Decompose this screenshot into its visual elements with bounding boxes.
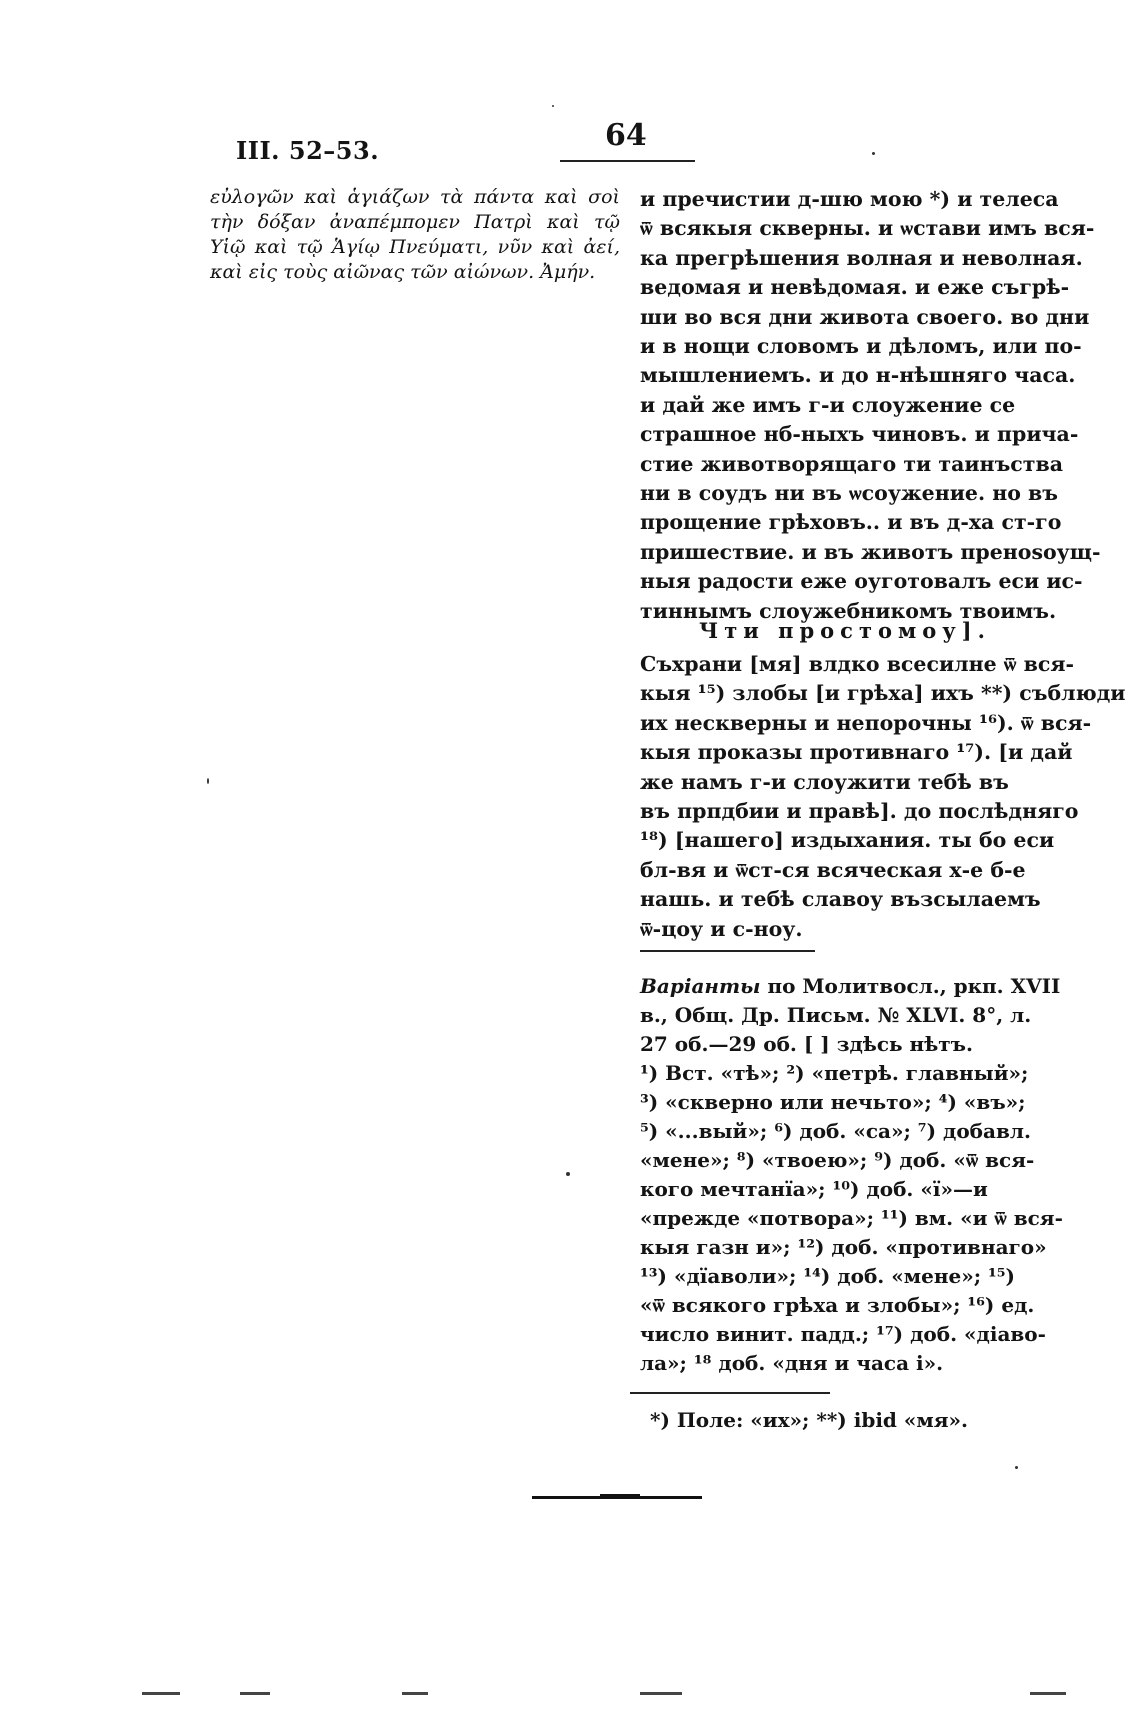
ink-speck xyxy=(207,778,209,784)
text-line: страшное нб-ныхъ чиновъ. и прича- xyxy=(640,422,1079,447)
text-line: пришествие. и въ животъ пренosoущ- xyxy=(640,539,1101,564)
text-line: их нескверны и непорочны ¹⁶). ѿ вся- xyxy=(640,710,1092,735)
text-line: «ѿ всякого грѣха и злобы»; ¹⁶) ед. xyxy=(640,1293,1035,1317)
footnote-separator xyxy=(630,1392,830,1394)
end-ornament-center xyxy=(600,1494,640,1499)
text-line: ла»; ¹⁸ доб. «дня и часа і». xyxy=(640,1351,944,1375)
text-line: кыя ¹⁵) злобы [и грѣха] ихъ **) съблюди xyxy=(640,681,1126,706)
variants-separator xyxy=(640,950,815,952)
text-line: ¹³) «дїаволи»; ¹⁴) доб. «мене»; ¹⁵) xyxy=(640,1264,1016,1288)
text-line: мышлениемъ. и до н-нѣшняго часа. xyxy=(640,363,1076,388)
ink-speck xyxy=(872,152,875,155)
text-line: кыя проказы противнаго ¹⁷). [и дай xyxy=(640,740,1073,765)
text-line: ѿ-цоу и с-ноу. xyxy=(640,916,803,941)
text-line: «мене»; ⁸) «твоею»; ⁹) доб. «ѿ вся- xyxy=(640,1148,1035,1172)
text-line: ка прегрѣшения волная и неволная. xyxy=(640,245,1083,270)
text-line: число винит. падд.; ¹⁷) доб. «діаво- xyxy=(640,1322,1046,1346)
text-line: ныя радости еже оуготовалъ еси ис- xyxy=(640,569,1083,594)
ink-speck xyxy=(552,105,554,107)
text-line: ведомая и невѣдомая. и еже съгрѣ- xyxy=(640,275,1070,300)
text-line: «прежде «потвора»; ¹¹) вм. «и ѿ вся- xyxy=(640,1206,1063,1230)
greek-text-column: εὐλογῶν καὶ ἁγιάζων τὰ πάντα καὶ σοὶ τὴν δόξαν ἀναπέμπομεν Πατρὶ καὶ τῷ Υἱῷ καὶ τῷ Ἁγίῳ Πνεύματι, νῦν καὶ ἀεί, καὶ εἰς τοὺς αἰῶνας τῶν αἰώνων. Ἀμήν. xyxy=(210,186,620,283)
text-line: ¹) Вст. «тѣ»; ²) «петрѣ. главный»; xyxy=(640,1061,1029,1085)
page-number: 64 xyxy=(605,118,647,153)
variants-apparatus xyxy=(640,972,1063,1378)
text-line: ³) «скверно или нечьто»; ⁴) «въ»; xyxy=(640,1090,1026,1114)
scan-edge-mark xyxy=(1030,1692,1066,1695)
text-line: прощение грѣховъ.. и въ д-ха ст-го xyxy=(640,510,1062,535)
text-line: ѿ всякыя скверны. и ѡстави имъ вся- xyxy=(640,216,1095,241)
text-line: въ прпдбии и правѣ]. до послѣдняго xyxy=(640,799,1079,824)
text-line: Съхрани [мя] влдко всесилне ѿ вся- xyxy=(640,652,1074,676)
scan-edge-mark xyxy=(142,1692,180,1695)
scan-edge-mark xyxy=(240,1692,270,1695)
text-line: ши во вся дни живота своего. во дни xyxy=(640,304,1090,329)
slavonic-text-column xyxy=(640,185,1101,626)
text-line: ни в соудъ ни въ ѡсоужение. но въ xyxy=(640,481,1058,506)
text-line: и дай же имъ г-и слоужение се xyxy=(640,392,1016,417)
footnote: *) Поле: «их»; **) ibid «мя». xyxy=(650,1408,968,1432)
scan-edge-mark xyxy=(402,1692,428,1695)
text-line: и в нощи словомъ и дѣломъ, или по- xyxy=(640,334,1082,359)
section-reference: III. 52–53. xyxy=(236,136,380,165)
variants-first-line xyxy=(640,972,1061,1001)
text-line: ⁵) «...вый»; ⁶) доб. «са»; ⁷) добавл. xyxy=(640,1119,1031,1143)
text-line: в., Общ. Др. Письм. № XLVI. 8°, л. xyxy=(640,1003,1032,1027)
ink-speck xyxy=(1015,1466,1018,1469)
text-line: кыя газн и»; ¹²) доб. «противнаго» xyxy=(640,1235,1047,1259)
text-line: нашь. и тебѣ славоу възсылаемъ xyxy=(640,887,1041,912)
prayer-heading: Чти простомоу]. xyxy=(699,618,991,643)
text-line: по Молитвосл., ркп. XVII xyxy=(760,974,1061,998)
page-number-rule xyxy=(560,160,695,162)
text-line: и пречистии д-шю мою *) и телеса xyxy=(640,187,1059,211)
text-line: бл-вя и ѿст-ся всяческая х-е б-е xyxy=(640,857,1026,882)
prayer-text xyxy=(640,650,1126,944)
text-line: тиннымъ слоужебникомъ твоимъ. xyxy=(640,598,1057,623)
scan-edge-mark xyxy=(640,1692,682,1695)
variants-title: Варіанты xyxy=(640,974,761,998)
ink-speck xyxy=(566,1172,570,1176)
text-line: кого мечтанїа»; ¹⁰) доб. «ї»—и xyxy=(640,1177,988,1201)
text-line: ¹⁸) [нашего] издыхания. ты бо еси xyxy=(640,828,1055,853)
text-line: 27 об.—29 об. [ ] здѣсь нѣтъ. xyxy=(640,1032,973,1056)
text-line: же намъ г-и слоужити тебѣ въ xyxy=(640,769,1009,794)
text-line: стие животворящаго ти таинъства xyxy=(640,451,1064,476)
